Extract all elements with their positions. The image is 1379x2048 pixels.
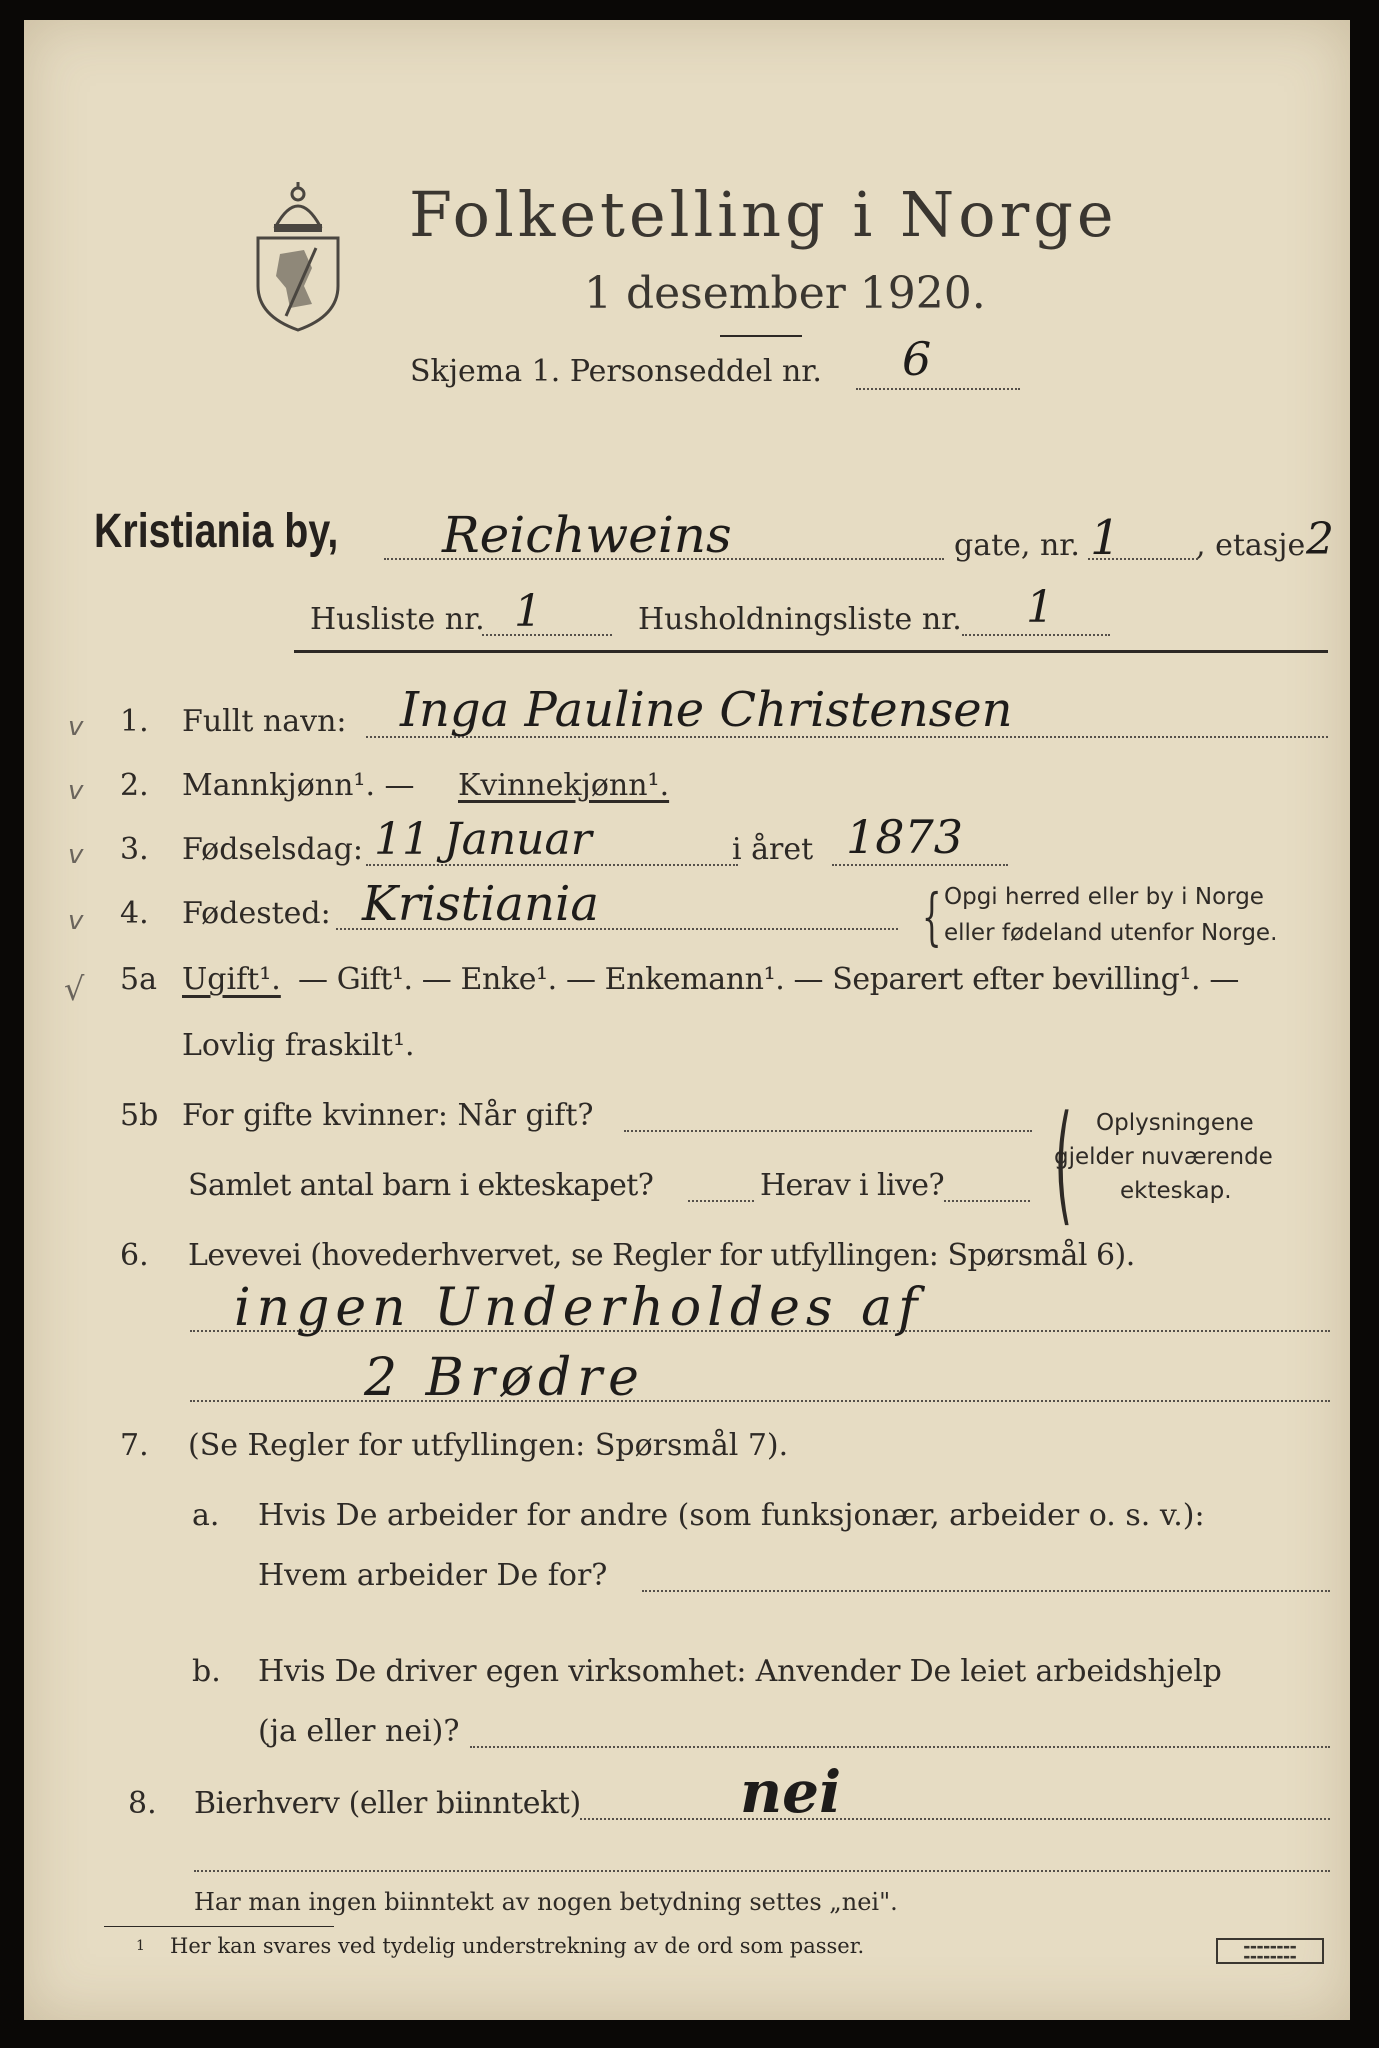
q6-occupation-line2: 2 Brødre xyxy=(364,1348,645,1408)
q4-check: v xyxy=(68,906,84,936)
q6-number: 6. xyxy=(120,1238,149,1273)
q4-number: 4. xyxy=(120,896,149,931)
footnote-divider xyxy=(104,1926,334,1927)
q7-number: 7. xyxy=(120,1428,149,1463)
q7b-text: Hvis De driver egen virksomhet: Anvender De leiet arbeidshjelp xyxy=(258,1654,1222,1689)
q1-label: Fullt navn: xyxy=(182,704,347,739)
q2-male-option: Mannkjønn¹. — xyxy=(182,768,415,803)
form-title: Folketelling i Norge xyxy=(409,178,1118,251)
q3-number: 3. xyxy=(120,832,149,867)
q3-label: Fødselsdag: xyxy=(182,832,363,867)
q3-birth-year: 1873 xyxy=(846,810,964,864)
husliste-line xyxy=(482,634,612,636)
title-divider xyxy=(720,335,802,337)
q8-secondary-income: nei xyxy=(740,1758,842,1826)
q4-birthplace: Kristiania xyxy=(362,876,599,932)
q2-female-option: Kvinnekjønn¹. xyxy=(458,768,670,803)
husholdningsliste-label: Husholdningsliste nr. xyxy=(638,602,962,637)
q7b-question: (ja eller nei)? xyxy=(258,1714,460,1749)
q5a-line2: Lovlig fraskilt¹. xyxy=(182,1028,415,1063)
q7a-question: Hvem arbeider De for? xyxy=(258,1558,608,1593)
q5b-note-line1: Oplysningene xyxy=(1096,1110,1254,1136)
form-date: 1 desember 1920. xyxy=(584,268,986,319)
q8-label: Bierhverv (eller biinntekt) xyxy=(194,1786,581,1821)
q2-number: 2. xyxy=(120,768,149,803)
footnote-mark: 1 xyxy=(136,1938,145,1954)
q7b-letter: b. xyxy=(192,1654,221,1689)
house-number: 1 xyxy=(1090,510,1121,566)
q3-birth-day: 11 Januar xyxy=(374,814,592,865)
gate-label: gate, nr. xyxy=(954,528,1080,563)
q8-line2 xyxy=(194,1870,1330,1872)
personseddel-line xyxy=(856,388,1020,390)
q1-full-name: Inga Pauline Christensen xyxy=(400,682,1013,738)
q8-line xyxy=(580,1818,1330,1820)
q3-year-label: i året xyxy=(732,832,814,867)
q7a-line xyxy=(642,1590,1330,1592)
q5b-children-line xyxy=(688,1200,754,1202)
q5a-other-options: — Gift¹. — Enke¹. — Enkemann¹. — Separert efter bevilling¹. — xyxy=(298,962,1239,997)
q7-label: (Se Regler for utfyllingen: Spørsmål 7). xyxy=(188,1428,789,1463)
q6-line2 xyxy=(190,1400,1330,1402)
q5b-label: For gifte kvinner: Når gift? xyxy=(182,1098,594,1133)
street-name: Reichweins xyxy=(442,506,732,564)
q1-number: 1. xyxy=(120,704,149,739)
q8-note: Har man ingen biinntekt av nogen betydning settes „nei". xyxy=(194,1888,898,1916)
printer-stamp-icon: ▬▬▬▬▬▬▬▬ ▬▬▬▬▬▬▬▬ xyxy=(1216,1938,1324,1964)
husliste-number: 1 xyxy=(514,586,542,637)
q5b-note-line3: ekteskap. xyxy=(1120,1178,1232,1204)
q7b-line xyxy=(470,1746,1330,1748)
q7a-letter: a. xyxy=(192,1498,220,1533)
q5b-note-line2: gjelder nuværende xyxy=(1054,1144,1273,1170)
q6-label: Levevei (hovederhvervet, se Regler for utfyllingen: Spørsmål 6). xyxy=(188,1238,1135,1273)
q5b-bracket: ( xyxy=(1054,1087,1073,1239)
q3-year-line xyxy=(832,864,1008,866)
q5b-alive-line xyxy=(944,1200,1030,1202)
norwegian-coat-of-arms-icon xyxy=(246,176,350,332)
q4-bracket: { xyxy=(921,880,942,953)
census-form-sheet xyxy=(24,20,1350,2020)
q4-label: Fødested: xyxy=(182,896,331,931)
q4-note-line2: eller fødeland utenfor Norge. xyxy=(944,920,1278,946)
q6-occupation-line1: ingen Underholdes af xyxy=(234,1278,924,1338)
q5a-number: 5a xyxy=(120,962,157,997)
husholdningsliste-number: 1 xyxy=(1026,582,1054,633)
floor-number: 2 xyxy=(1306,514,1334,565)
q5b-alive-label: Herav i live? xyxy=(760,1168,944,1203)
q5a-ugift-option: Ugift¹. xyxy=(182,962,281,997)
q1-check: v xyxy=(68,712,84,742)
husholdningsliste-line xyxy=(962,634,1110,636)
header-divider xyxy=(294,650,1328,653)
q5b-number: 5b xyxy=(120,1098,159,1133)
q5b-married-line xyxy=(624,1130,1032,1132)
q4-note-line1: Opgi herred eller by i Norge xyxy=(944,884,1264,910)
q5a-check: √ xyxy=(64,970,85,1008)
q7a-text: Hvis De arbeider for andre (som funksjonær, arbeider o. s. v.): xyxy=(258,1498,1205,1533)
q2-check: v xyxy=(68,776,84,806)
q5b-children-label: Samlet antal barn i ekteskapet? xyxy=(188,1168,654,1203)
footnote-text: Her kan svares ved tydelig understrekning av de ord som passer. xyxy=(170,1934,865,1958)
skjema-label: Skjema 1. Personseddel nr. xyxy=(410,354,822,389)
husliste-label: Husliste nr. xyxy=(310,602,485,637)
q3-check: v xyxy=(68,840,84,870)
city-label: Kristiania by, xyxy=(94,505,339,558)
etasje-label: , etasje xyxy=(1196,528,1306,563)
personseddel-number: 6 xyxy=(902,332,932,386)
q8-number: 8. xyxy=(128,1786,157,1821)
